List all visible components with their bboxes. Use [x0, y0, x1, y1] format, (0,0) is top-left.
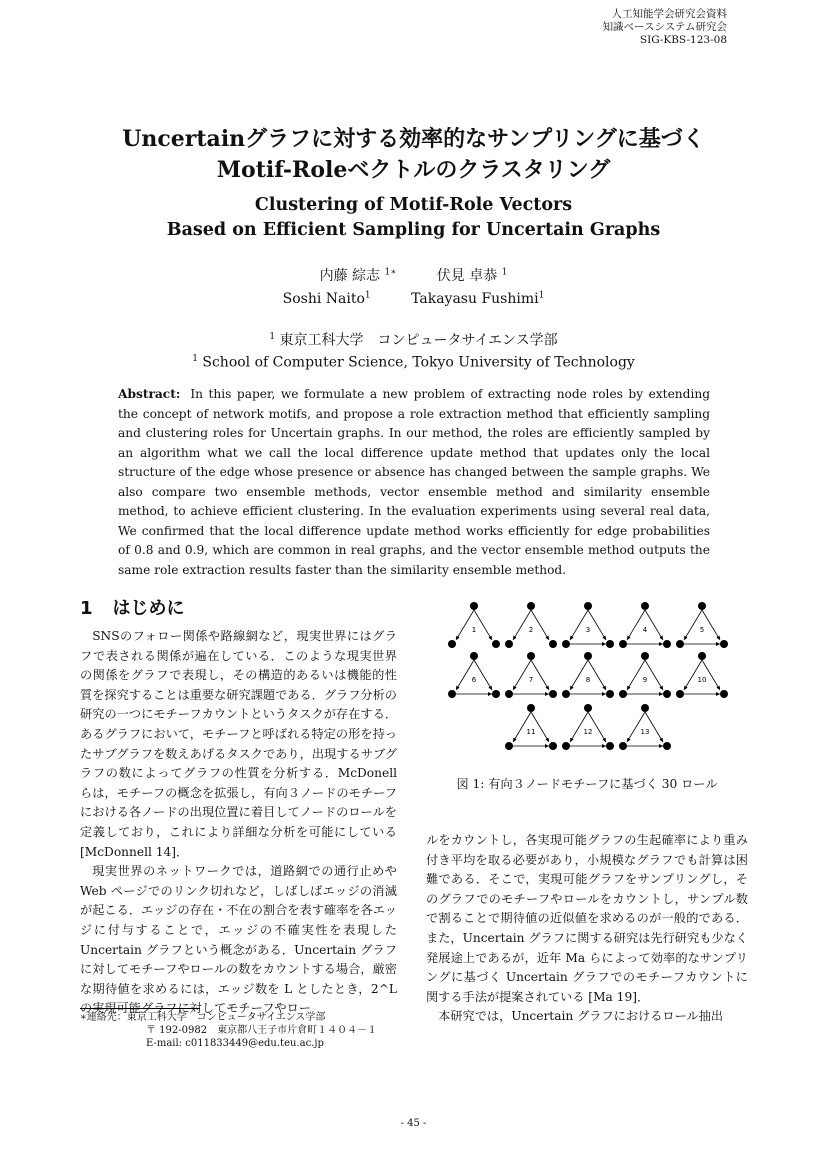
author-2-ja — [437, 268, 508, 284]
motif-edge — [702, 660, 720, 690]
motif-7 — [505, 652, 557, 698]
paper-title-japanese — [60, 124, 767, 186]
motif-edge — [456, 610, 477, 640]
body-paragraph-2-continued: ルをカウントし，各実現可能グラフの生起確率により重み付き平均を取る必要があり，小規模なグラフでも計算は困難である．そこで，実現可能グラフをサンプリングし，そのグラフでのモチーフやロールをカウントし，サンプル数で割ることで期待値の近似値を求めるのが一般的である．また，Uncertain グラフに関する研究は先行研究も少なく発展途上であるが，近年 Ma らによって効率的なサンプリングに基づく Uncertain グラフでのモチーフカウントに関する手法が提案されている [Ma 19]． — [426, 833, 748, 1004]
motif-number: 5 — [699, 626, 705, 634]
section-heading — [80, 594, 185, 620]
motif-edge — [528, 660, 549, 690]
motif-node — [720, 640, 728, 648]
body-column-left — [80, 627, 397, 1019]
motif-node — [619, 690, 627, 698]
motif-number: 6 — [471, 676, 477, 684]
affiliation-mark: 1 — [192, 354, 198, 364]
motif-number: 11 — [526, 728, 536, 736]
affiliation-japanese — [60, 327, 767, 351]
motif-node — [584, 602, 592, 610]
motif-node — [606, 690, 614, 698]
abstract — [118, 385, 710, 580]
author-name: Takayasu Fushimi — [411, 290, 539, 307]
motif-number: 1 — [471, 626, 477, 634]
motif-edge — [570, 610, 591, 640]
page-number: - 45 - — [400, 1118, 427, 1129]
motif-node — [606, 742, 614, 750]
motif-number: 3 — [585, 626, 591, 634]
author-name: Soshi Naito — [282, 290, 365, 307]
motif-node — [676, 640, 684, 648]
motif-2 — [505, 602, 557, 648]
motif-number: 4 — [642, 626, 648, 634]
motif-edge — [471, 610, 492, 640]
author-mark: 1 — [501, 267, 508, 277]
motif-edge — [513, 610, 534, 640]
title-ja-line-1: Uncertainグラフに対する効率的なサンプリングに基づく — [122, 126, 705, 152]
motif-edge — [570, 660, 591, 690]
motif-node — [549, 690, 557, 698]
motif-node — [470, 602, 478, 610]
motif-node — [619, 742, 627, 750]
section-title: はじめに — [112, 598, 185, 619]
motif-edge — [642, 660, 663, 690]
motif-node — [562, 742, 570, 750]
motif-edge — [588, 712, 606, 742]
motif-edge — [627, 712, 645, 742]
motif-number: 2 — [528, 626, 534, 634]
header-line-1: 人工知能学会研究会資料 — [611, 8, 727, 20]
motif-5 — [676, 602, 728, 648]
motif-number: 9 — [642, 676, 648, 684]
motif-node — [606, 640, 614, 648]
motif-number: 12 — [583, 728, 593, 736]
motif-6 — [448, 652, 500, 698]
motif-number: 8 — [585, 676, 591, 684]
motif-node — [505, 640, 513, 648]
motif-node — [527, 652, 535, 660]
motif-node — [492, 640, 500, 648]
footnote-line-1: ∗連絡先：東京工科大学 コンピュータサイエンス学部 — [80, 1012, 326, 1023]
body-paragraph-3: 本研究では，Uncertain グラフにおけるロール抽出 — [438, 1009, 724, 1024]
motif-edge — [528, 610, 549, 640]
motif-node — [720, 690, 728, 698]
title-en-line-1: Clustering of Motif-Role Vectors — [254, 195, 573, 215]
motif-number: 7 — [528, 676, 534, 684]
motif-9 — [619, 652, 671, 698]
footnote — [80, 1011, 400, 1050]
motif-13 — [619, 704, 671, 750]
authors-english — [60, 285, 767, 309]
paper-title-english — [60, 193, 767, 243]
title-ja-line-2: Motif-Roleベクトルのクラスタリング — [216, 157, 611, 183]
footnote-rule — [80, 1008, 200, 1009]
motif-node — [641, 602, 649, 610]
motif-edge — [513, 712, 531, 742]
motif-node — [448, 690, 456, 698]
motif-node — [562, 640, 570, 648]
motif-node — [448, 640, 456, 648]
motif-node — [527, 704, 535, 712]
motif-11 — [505, 704, 557, 750]
header-line-2: 知識ベースシステム研究会 — [602, 21, 727, 33]
motif-node — [505, 690, 513, 698]
motif-node — [505, 742, 513, 750]
motif-3 — [562, 602, 614, 648]
author-mark: 1 — [364, 290, 371, 300]
motif-role-figure — [440, 596, 740, 756]
motif-node — [663, 640, 671, 648]
motif-edge — [627, 660, 648, 690]
body-paragraph-2: 現実世界のネットワークでは，道路網での通行止めや Web ページでのリンク切れなど，しばしばエッジの消滅が起こる．エッジの存在・不在の割合を表す確率を各エッジに付与することで，エッジの不確実性を表現した Uncertain グラフという概念がある．Uncertain グラフに対してモチーフやロールの数をカウントする場合，厳密な期待値を求めるには，エッジ数を L としたとき，2^L の実現可能グラフに対してモチーフやロー — [80, 864, 397, 1016]
authors-japanese — [60, 262, 767, 286]
motif-edge — [699, 610, 720, 640]
motif-edge — [684, 660, 702, 690]
motif-node — [470, 652, 478, 660]
section-number: 1 — [80, 598, 93, 619]
footnote-line-2: 〒 192-0982 東京都八王子市片倉町１４０４－１ — [146, 1025, 378, 1036]
motif-node — [698, 652, 706, 660]
motif-node — [492, 690, 500, 698]
motif-node — [698, 602, 706, 610]
motif-edge — [642, 610, 663, 640]
motif-node — [584, 652, 592, 660]
author-2-en — [411, 291, 544, 307]
motif-edge — [570, 712, 588, 742]
author-1-en — [283, 291, 371, 307]
motif-node — [549, 640, 557, 648]
abstract-label: Abstract: — [118, 387, 181, 401]
figure-caption: 図 1: 有向３ノードモチーフに基づく 30 ロール — [456, 777, 718, 791]
author-1-ja — [320, 268, 397, 284]
motif-node — [619, 640, 627, 648]
author-name: 伏見 卓恭 — [436, 267, 498, 284]
motif-node — [676, 690, 684, 698]
body-paragraph-1: SNSのフォロー関係や路線網など，現実世界にはグラフで表される関係が遍在している．このような現実世界の関係をグラフで表現し，その構造的あるいは機能的性質を探究することは重要な研究課題である．グラフ分析の研究の一つにモチーフカウントというタスクが存在する．あるグラフにおいて，モチーフと呼ばれる特定の形を持ったサブグラフを数えあげるタスクであり，出現するサブグラフの数によってグラフの性質を分析する．McDonell らは，モチーフの概念を拡張し，有向３ノードのモチーフにおける各ノードの出現位置に着目してノードのロールを定義しており，これにより詳細な分析を可能にしている [McDonnell 14]． — [80, 629, 397, 859]
motif-node — [584, 704, 592, 712]
motif-12 — [562, 704, 614, 750]
abstract-text: In this paper, we formulate a new problem of extracting node roles by extending the concept of network motifs, and propose a role extraction method that efficiently sampling and clustering roles for Uncertain graphs. In our method, the roles are efficiently sampled by an algorithm what we call the local difference update method that updates only the local structure of the edge whose presence or absence has changed between the sample graphs. We also compare two ensemble methods, vector ensemble method and similarity ensemble method, to achieve efficient clustering. In the evaluation experiments using several real data, We confirmed that the local difference update method works efficiently for edge probabilities of 0.8 and 0.9, which are common in real graphs, and the vector ensemble method outputs the same role extraction results faster than the similarity ensemble method. — [118, 387, 710, 577]
motif-node — [663, 690, 671, 698]
affiliation-mark: 1 — [269, 332, 276, 342]
affiliation-en-text: School of Computer Science, Tokyo University of Technology — [202, 354, 635, 371]
motif-8 — [562, 652, 614, 698]
affiliation-english — [60, 349, 767, 373]
footnote-line-3: E-mail: c011833449@edu.teu.ac.jp — [146, 1038, 324, 1049]
motif-node — [527, 602, 535, 610]
body-column-right — [426, 831, 748, 1027]
motif-edge — [627, 610, 645, 640]
motif-edge — [684, 610, 705, 640]
header-line-3: SIG-KBS-123-08 — [639, 34, 727, 46]
motif-diagram — [440, 596, 740, 756]
motif-1 — [448, 602, 500, 648]
motif-edge — [531, 712, 549, 742]
author-mark: 1∗ — [384, 267, 397, 277]
motif-edge — [456, 660, 474, 690]
motif-node — [663, 742, 671, 750]
motif-edge — [645, 712, 663, 742]
motif-node — [562, 690, 570, 698]
running-header — [427, 8, 727, 47]
motif-node — [641, 652, 649, 660]
motif-node — [549, 742, 557, 750]
author-mark: 1 — [538, 290, 545, 300]
motif-number: 13 — [640, 728, 650, 736]
motif-edge — [513, 660, 534, 690]
motif-4 — [619, 602, 671, 648]
author-name: 内藤 綜志 — [319, 267, 381, 284]
motif-10 — [676, 652, 728, 698]
affiliation-ja-text: 東京工科大学 コンピュータサイエンス学部 — [279, 332, 558, 349]
title-en-line-2: Based on Efficient Sampling for Uncertain Graphs — [166, 220, 661, 240]
motif-number: 10 — [697, 676, 707, 684]
motif-edge — [471, 660, 492, 690]
motif-edge — [585, 660, 606, 690]
motif-edge — [585, 610, 606, 640]
motif-node — [641, 704, 649, 712]
